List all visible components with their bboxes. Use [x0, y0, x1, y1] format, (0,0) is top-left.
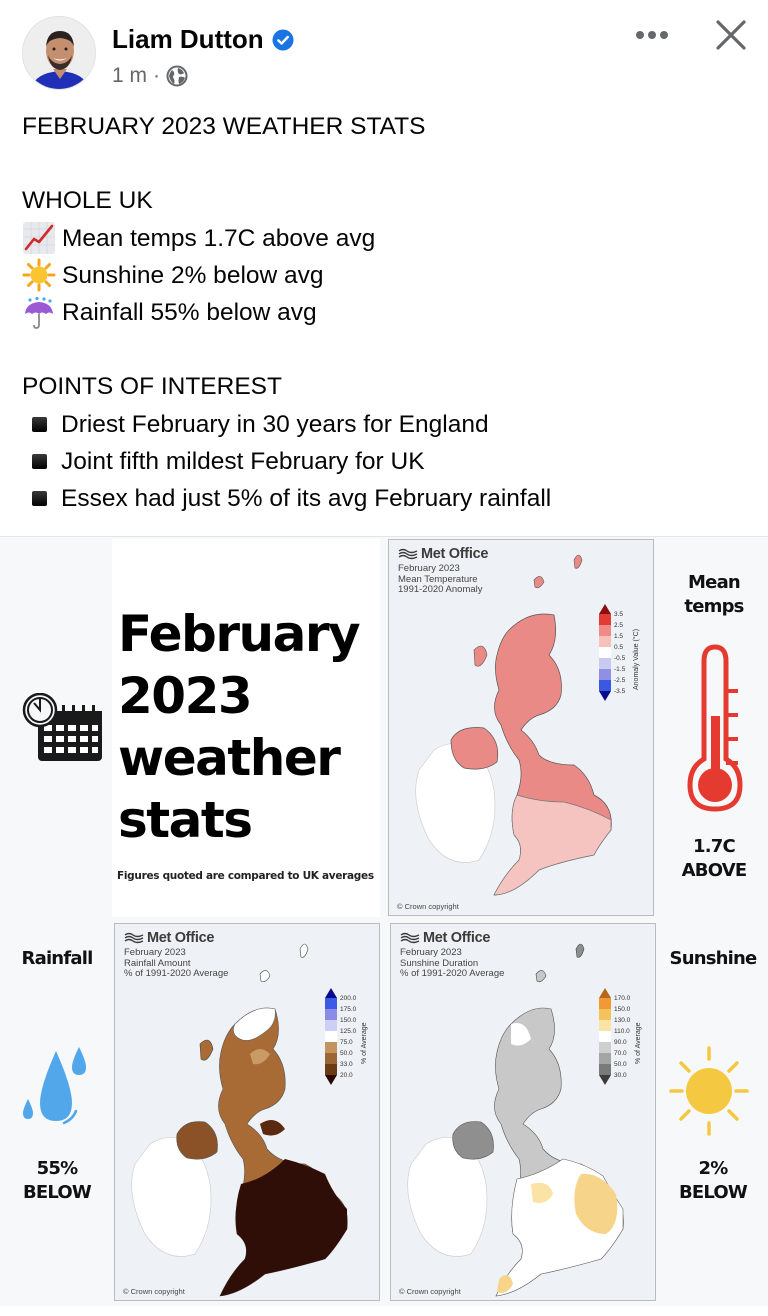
- met-office-wave-icon: [400, 932, 420, 944]
- legend-cell: [325, 998, 337, 1009]
- met-office-logo: [124, 930, 214, 946]
- uk-map-sunshine: [391, 924, 656, 1301]
- legend-title: Anomaly Value (°C): [633, 628, 640, 690]
- sunshine-value: [664, 1157, 762, 1205]
- more-options-button[interactable]: [632, 22, 672, 48]
- legend-label: 125.0: [340, 1028, 357, 1035]
- temps-label: [668, 571, 760, 619]
- copyright: © Crown copyright: [397, 902, 459, 911]
- met-office-wave-icon: [398, 548, 418, 560]
- chart-increasing-emoji-icon: [22, 221, 56, 255]
- rainfall-map: [114, 923, 380, 1301]
- avatar[interactable]: [22, 16, 96, 90]
- legend-cell: [325, 1020, 337, 1031]
- value-line: BELOW: [22, 1182, 91, 1203]
- legend-cap: [599, 691, 611, 701]
- legend-label: 2.5: [614, 622, 624, 629]
- title-line: weather: [118, 729, 340, 787]
- legend-label: 150.0: [340, 1017, 357, 1024]
- legend-label: 200.0: [340, 995, 357, 1002]
- list-item: [22, 220, 752, 257]
- legend-label: -2.5: [614, 677, 626, 684]
- value-line: 2%: [698, 1158, 728, 1179]
- legend-title: % of Average: [635, 1022, 642, 1064]
- uk-map-temperature: [389, 540, 654, 916]
- legend-cell: [325, 1009, 337, 1020]
- timestamp[interactable]: 1 m: [112, 64, 148, 87]
- verified-badge-icon: [272, 29, 294, 51]
- value-line: ABOVE: [681, 860, 747, 881]
- uk-map-rainfall: [115, 924, 380, 1301]
- brand-name: Met Office: [423, 930, 491, 946]
- value-line: 55%: [36, 1158, 78, 1179]
- copyright: © Crown copyright: [399, 1287, 461, 1296]
- legend-label: 130.0: [614, 1017, 631, 1024]
- list-item: [22, 406, 752, 443]
- caption-line: % of 1991-2020 Average: [400, 968, 505, 979]
- legend-cell: [599, 647, 611, 658]
- legend-cap: [599, 988, 611, 998]
- sunshine-map: [390, 923, 656, 1301]
- legend-label: -0.5: [614, 655, 626, 662]
- close-icon[interactable]: [712, 16, 750, 54]
- legend-label: 150.0: [614, 1006, 631, 1013]
- caption-line: Rainfall Amount: [124, 957, 191, 969]
- legend-cap: [599, 1075, 611, 1085]
- legend-cell: [599, 614, 611, 625]
- post-header: [0, 0, 768, 100]
- calendar-clock-icon: [22, 693, 104, 763]
- brand-name: Met Office: [421, 546, 489, 562]
- list-item-text: Sunshine 2% below avg: [62, 261, 324, 289]
- title-line: stats: [118, 791, 252, 849]
- black-square-bullet-icon: [32, 454, 47, 469]
- globe-icon: [166, 65, 188, 87]
- list-item: [22, 294, 752, 331]
- thermometer-icon: [686, 641, 746, 813]
- avatar-photo: [23, 17, 96, 90]
- met-office-logo: [400, 930, 490, 946]
- legend-label: -1.5: [614, 666, 626, 673]
- section-heading-whole-uk: WHOLE UK: [22, 187, 153, 215]
- black-square-bullet-icon: [32, 491, 47, 506]
- legend-cell: [599, 1009, 611, 1020]
- list-item-text: Rainfall 55% below avg: [62, 298, 317, 326]
- legend-label: 90.0: [614, 1039, 627, 1046]
- list-item-text: Mean temps 1.7C above avg: [62, 224, 376, 252]
- legend-cell: [599, 1031, 611, 1042]
- legend-label: 33.0: [340, 1061, 353, 1068]
- caption-line: 1991-2020 Anomaly: [398, 584, 483, 595]
- title-line: 2023: [118, 667, 252, 725]
- post-title: FEBRUARY 2023 WEATHER STATS: [22, 113, 426, 140]
- map-caption: [400, 948, 504, 980]
- title-line: February: [118, 605, 360, 663]
- legend-labels: [614, 993, 630, 1081]
- sunshine-legend: [599, 988, 611, 1085]
- legend-label: 20.0: [340, 1072, 353, 1079]
- legend-cap: [325, 1075, 337, 1085]
- more-options-icon: [636, 31, 644, 39]
- legend-cell: [599, 998, 611, 1009]
- temperature-legend: [599, 604, 611, 701]
- caption-line: February 2023: [400, 947, 462, 958]
- list-item-text: Joint fifth mildest February for UK: [61, 447, 425, 475]
- caption-line: % of 1991-2020 Average: [124, 968, 229, 979]
- author-name[interactable]: Liam Dutton: [112, 24, 264, 54]
- legend-cell: [599, 1042, 611, 1053]
- post-meta: [112, 64, 188, 88]
- title-panel: [112, 539, 380, 917]
- legend-cell: [599, 1064, 611, 1075]
- label-line: temps: [684, 596, 744, 617]
- caption-line: February 2023: [398, 563, 460, 574]
- legend-cell: [599, 625, 611, 636]
- legend-label: 170.0: [614, 995, 631, 1002]
- infographic-title: [118, 603, 359, 851]
- label-line: Mean: [688, 572, 740, 593]
- legend-labels: [340, 993, 356, 1081]
- temperature-anomaly-map: [388, 539, 654, 916]
- copyright: © Crown copyright: [123, 1287, 185, 1296]
- sunshine-label: Sunshine: [669, 948, 757, 969]
- list-item: [22, 480, 752, 517]
- brand-name: Met Office: [147, 930, 215, 946]
- meta-separator: ·: [153, 64, 161, 87]
- rainfall-label: Rainfall: [21, 948, 93, 969]
- legend-label: 75.0: [340, 1039, 353, 1046]
- post-body: [22, 108, 752, 517]
- list-item-text: Essex had just 5% of its avg February rainfall: [61, 484, 552, 512]
- map-caption: [124, 948, 228, 980]
- met-office-logo: [398, 546, 488, 562]
- caption-line: Sunshine Duration: [400, 957, 479, 969]
- rainfall-value: [8, 1157, 106, 1205]
- section-heading-points-of-interest: POINTS OF INTEREST: [22, 373, 282, 401]
- legend-label: -3.5: [614, 688, 626, 695]
- legend-labels: [614, 609, 625, 697]
- more-options-dot: [660, 31, 668, 39]
- map-caption: [398, 564, 483, 596]
- umbrella-rain-emoji-icon: [22, 296, 56, 330]
- legend-cell: [325, 1064, 337, 1075]
- legend-label: 0.5: [614, 644, 624, 651]
- rain-drops-icon: [20, 1047, 94, 1129]
- legend-title: % of Average: [361, 1022, 368, 1064]
- legend-cell: [599, 658, 611, 669]
- met-office-wave-icon: [124, 932, 144, 944]
- legend-label: 70.0: [614, 1050, 627, 1057]
- legend-cell: [599, 669, 611, 680]
- legend-cell: [599, 1053, 611, 1064]
- legend-label: 175.0: [340, 1006, 357, 1013]
- caption-line: February 2023: [124, 947, 186, 958]
- legend-label: 110.0: [614, 1028, 630, 1035]
- list-item: [22, 443, 752, 480]
- spacer: [22, 145, 752, 182]
- sun-emoji-icon: [22, 258, 56, 292]
- legend-cell: [599, 680, 611, 691]
- caption-line: Mean Temperature: [398, 573, 478, 585]
- spacer: [22, 331, 752, 368]
- more-options-dot: [648, 31, 656, 39]
- list-item-text: Driest February in 30 years for England: [61, 410, 489, 438]
- legend-cell: [325, 1042, 337, 1053]
- list-item: [22, 257, 752, 294]
- post-image-infographic[interactable]: [0, 536, 768, 1306]
- legend-cap: [599, 604, 611, 614]
- legend-cap: [325, 988, 337, 998]
- legend-label: 3.5: [614, 611, 624, 618]
- author-name-row: [112, 24, 294, 55]
- legend-cell: [325, 1031, 337, 1042]
- rainfall-legend: [325, 988, 337, 1085]
- legend-cell: [325, 1053, 337, 1064]
- legend-label: 50.0: [340, 1050, 353, 1057]
- legend-label: 30.0: [614, 1072, 627, 1079]
- value-line: 1.7C: [693, 836, 735, 857]
- temps-value: [668, 835, 760, 883]
- sun-icon: [668, 1045, 750, 1137]
- legend-cell: [599, 1020, 611, 1031]
- legend-label: 50.0: [614, 1061, 627, 1068]
- legend-cell: [599, 636, 611, 647]
- legend-label: 1.5: [614, 633, 624, 640]
- value-line: BELOW: [678, 1182, 747, 1203]
- black-square-bullet-icon: [32, 417, 47, 432]
- comparison-note: Figures quoted are compared to UK averages: [117, 870, 374, 882]
